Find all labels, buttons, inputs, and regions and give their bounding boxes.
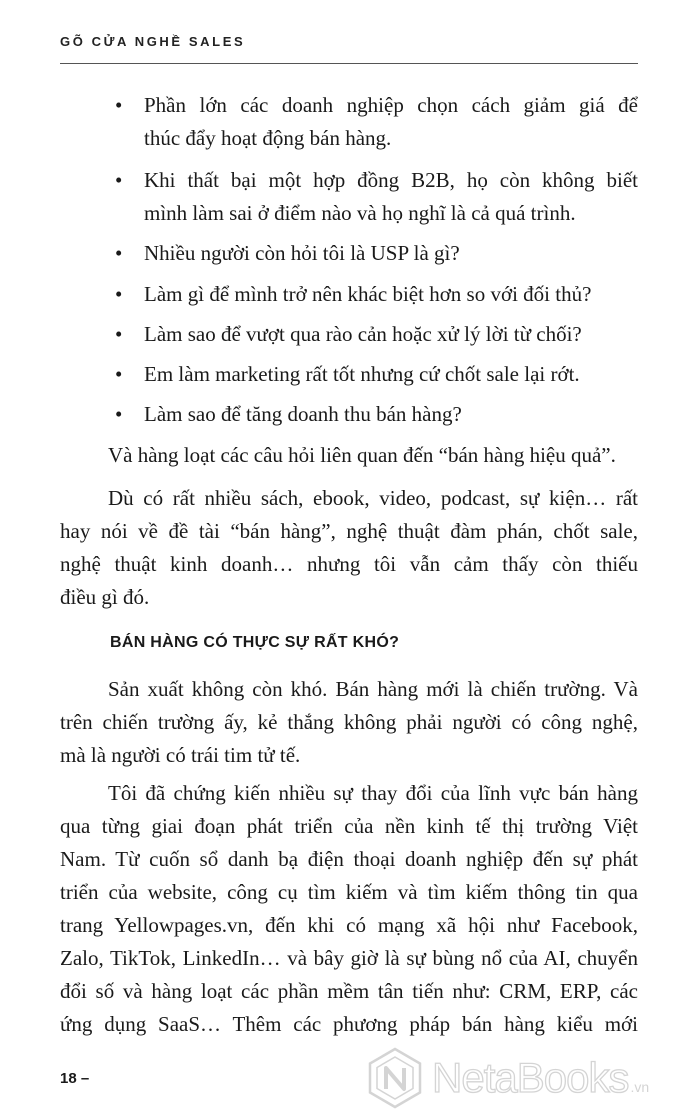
bullet-line: Nhiều người còn hỏi tôi là USP là gì? [144, 241, 460, 265]
paragraph-line: trang Yellowpages.vn, đến khi có mạng xã hội như Facebook, [60, 913, 638, 937]
bullet-dot: • [115, 322, 123, 346]
paragraph-line: mà là người có trái tim tử tế. [60, 743, 301, 767]
bullet-line: thúc đẩy hoạt động bán hàng. [144, 126, 392, 150]
header-rule [60, 63, 638, 64]
watermark [366, 1046, 649, 1110]
bullet-dot: • [115, 282, 123, 306]
paragraph-line: Dù có rất nhiều sách, ebook, video, podcast, sự kiện… rất [108, 486, 638, 510]
paragraph-line: triển của website, công cụ tìm kiếm và tìm kiếm thông tin qua [60, 880, 638, 904]
paragraph-line: Và hàng loạt các câu hỏi liên quan đến “bán hàng hiệu quả”. [108, 443, 616, 467]
watermark-brand: NetaBooks [432, 1054, 629, 1101]
bullet-dot: • [115, 168, 123, 192]
paragraph-line: qua từng giai đoạn phát triển của nền kinh tế thị trường Việt [60, 814, 638, 838]
page-number: 18 – [60, 1070, 90, 1087]
bullet-line: Khi thất bại một hợp đồng B2B, họ còn không biết [144, 168, 638, 192]
paragraph-line: trên chiến trường ấy, kẻ thắng không phải người có công nghệ, [60, 710, 638, 734]
paragraph-line: Nam. Từ cuốn sổ danh bạ điện thoại doanh nghiệp đến sự phát [60, 847, 638, 871]
paragraph-line: hay nói về đề tài “bán hàng”, nghệ thuật đàm phán, chốt sale, [60, 519, 638, 543]
paragraph-line: điều gì đó. [60, 585, 150, 609]
bullet-line: Phần lớn các doanh nghiệp chọn cách giảm giá để [144, 93, 638, 117]
paragraph-line: Zalo, TikTok, LinkedIn… và bây giờ là sự bùng nổ của AI, chuyển [60, 946, 638, 970]
watermark-suffix: .vn [630, 1079, 650, 1095]
bullet-line: mình làm sai ở điểm nào và họ nghĩ là cả quá trình. [144, 201, 576, 225]
bullet-dot: • [115, 93, 123, 117]
netabooks-logo-icon [366, 1046, 424, 1110]
bullet-line: Làm sao để vượt qua rào cản hoặc xử lý lời từ chối? [144, 322, 582, 346]
bullet-line: Làm gì để mình trở nên khác biệt hơn so với đối thủ? [144, 282, 592, 306]
paragraph-line: Tôi đã chứng kiến nhiều sự thay đổi của lĩnh vực bán hàng [108, 781, 638, 805]
bullet-dot: • [115, 402, 123, 426]
paragraph-line: nghệ thuật kinh doanh… nhưng tôi vẫn cảm thấy còn thiếu [60, 552, 638, 576]
bullet-line: Làm sao để tăng doanh thu bán hàng? [144, 402, 462, 426]
bullet-dot: • [115, 362, 123, 386]
section-heading: BÁN HÀNG CÓ THỰC SỰ RẤT KHÓ? [110, 634, 400, 651]
paragraph-line: ứng dụng SaaS… Thêm các phương pháp bán hàng kiểu mới [60, 1012, 638, 1036]
running-header: GÕ CỬA NGHỀ SALES [60, 34, 246, 49]
bullet-line: Em làm marketing rất tốt nhưng cứ chốt sale lại rớt. [144, 362, 580, 386]
paragraph-line: Sản xuất không còn khó. Bán hàng mới là chiến trường. Và [108, 677, 638, 701]
bullet-dot: • [115, 241, 123, 265]
paragraph-line: đổi số và hàng loạt các phần mềm tân tiến như: CRM, ERP, các [60, 979, 638, 1003]
